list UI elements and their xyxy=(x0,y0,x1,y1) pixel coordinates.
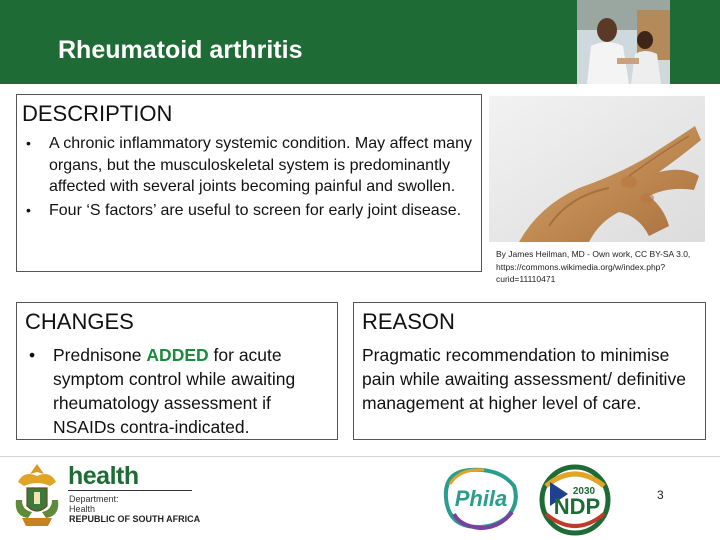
page-number: 3 xyxy=(657,488,664,502)
health-wordmark: health xyxy=(68,462,139,490)
department-name: Health xyxy=(69,504,96,514)
description-list xyxy=(23,133,475,223)
changes-panel xyxy=(16,302,338,440)
phila-logo xyxy=(440,464,522,532)
reason-heading: REASON xyxy=(362,309,455,334)
department-label: Department: xyxy=(69,494,119,504)
list-item: • Prednisone ADDED for acute symptom control while awaiting rheumatology assessment if NSAIDs contra-indicated. xyxy=(29,345,296,437)
clinic-photo xyxy=(577,0,670,84)
list-item: • A chronic inflammatory systemic condition. May affect many organs, but the musculoskeletal system is predominantly affected with several joints becoming painful and swollen. xyxy=(26,135,472,195)
reason-panel xyxy=(353,302,706,440)
logo-rule xyxy=(68,490,192,491)
title-banner xyxy=(0,0,720,84)
hand-photo xyxy=(489,96,705,242)
reason-text: Pragmatic recommendation to minimise pain while awaiting assessment/ definitive management at higher level of care. xyxy=(362,345,686,413)
page-title: Rheumatoid arthritis xyxy=(58,36,303,64)
changes-heading: CHANGES xyxy=(25,309,134,334)
description-panel xyxy=(16,94,482,272)
image-credit: By James Heilman, MD - Own work, CC BY-SA 3.0, https://commons.wikimedia.org/w/index.php?curid=11110471 xyxy=(496,249,691,284)
footer-divider xyxy=(0,456,720,457)
change-detail: for acute symptom control while awaiting rheumatology assessment if NSAIDs contra-indicated. xyxy=(53,345,296,437)
coat-of-arms-logo xyxy=(10,460,64,528)
description-heading: DESCRIPTION xyxy=(22,101,173,126)
drug-name: Prednisone xyxy=(53,345,142,365)
ndp-2030-logo xyxy=(538,464,612,536)
description-bullet-2: Four ‘S factors’ are useful to screen for early joint disease. xyxy=(49,201,462,219)
list-item: • Four ‘S factors’ are useful to screen for early joint disease. xyxy=(26,201,462,219)
country-name: REPUBLIC OF SOUTH AFRICA xyxy=(69,514,201,524)
ndp-wordmark: NDP xyxy=(553,494,601,519)
phila-wordmark: Phila xyxy=(454,486,508,511)
description-bullet-1: A chronic inflammatory systemic condition. May affect many organs, but the musculoskeletal system is predominantly affected with several joints becoming painful and swollen. xyxy=(49,135,472,195)
ndp-year: 2030 xyxy=(572,486,596,497)
changes-list xyxy=(27,343,337,439)
added-label: ADDED xyxy=(146,345,209,365)
